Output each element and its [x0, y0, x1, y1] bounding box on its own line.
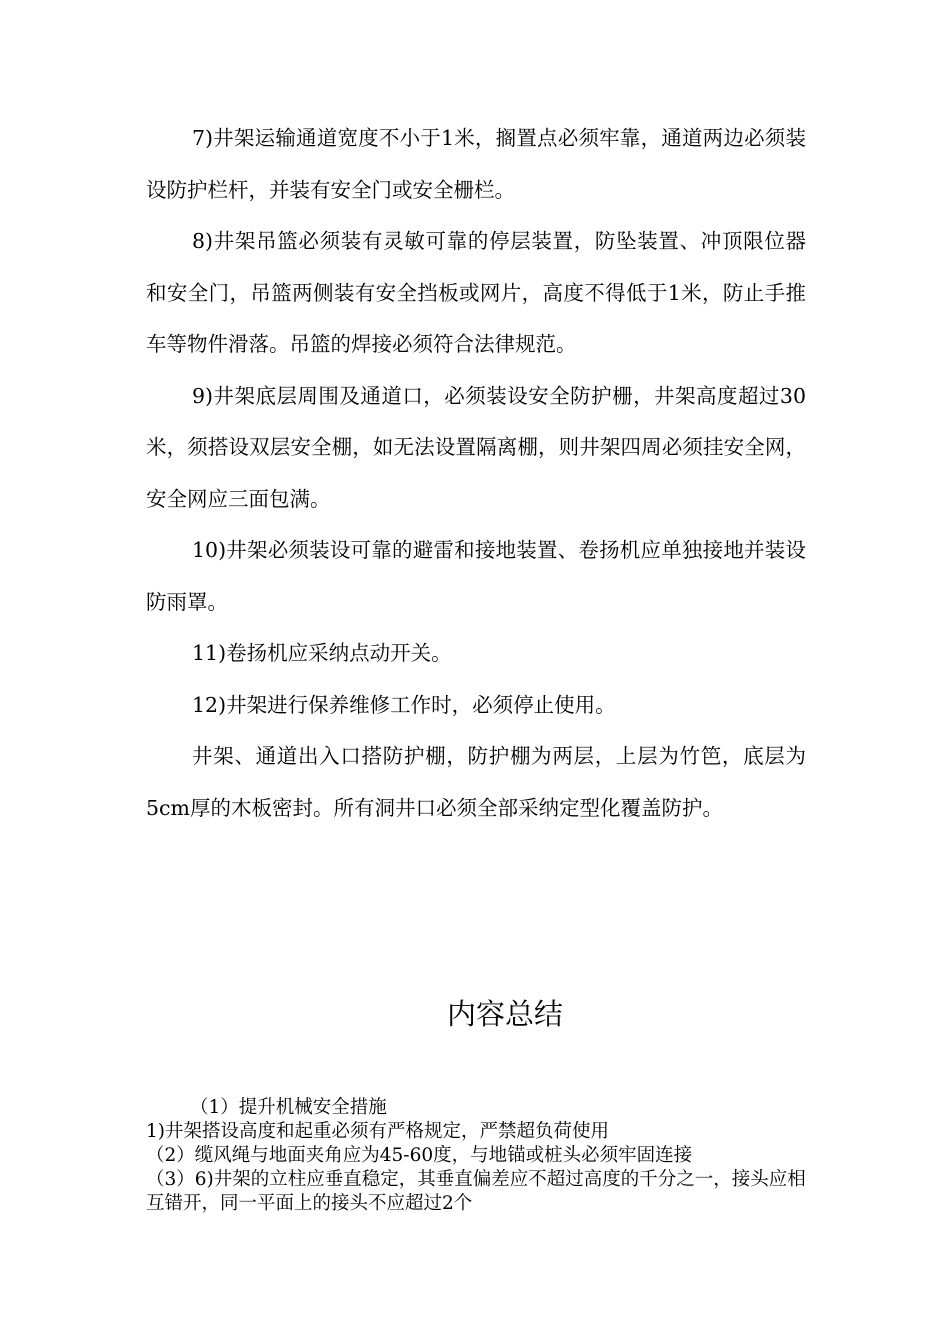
paragraph-10: 10)井架必须装设可靠的避雷和接地装置、卷扬机应单独接地并装设防雨罩。 — [146, 538, 806, 614]
summary-section — [146, 1096, 806, 1216]
paragraph-protective-shed: 井架、通道出入口搭防护棚，防护棚为两层，上层为竹笆，底层为5cm厚的木板密封。所有洞井口必须全部采纳定型化覆盖防护。 — [146, 744, 806, 820]
paragraph-11: 11)卷扬机应采纳点动开关。 — [192, 641, 452, 665]
paragraph-9: 9)井架底层周围及通道口，必须装设安全防护栅，井架高度超过30米，须搭设双层安全棚，如无法设置隔离棚，则井架四周必须挂安全网，安全网应三面包满。 — [146, 383, 806, 511]
summary-line: （3）6)井架的立柱应垂直稳定，其垂直偏差应不超过高度的千分之一，接头应相互错开，同一平面上的接头不应超过2个 — [146, 1169, 806, 1214]
summary-line: 1)井架搭设高度和起重必须有严格规定，严禁超负荷使用 — [146, 1121, 609, 1142]
paragraph-8: 8)井架吊篮必须装有灵敏可靠的停层装置，防坠装置、冲顶限位器和安全门，吊篮两侧装有安全挡板或网片，高度不得低于1米，防止手推车等物件滑落。吊篮的焊接必须符合法律规范。 — [146, 229, 806, 356]
paragraph-12: 12)井架进行保养维修工作时，必须停止使用。 — [192, 692, 616, 717]
summary-title: 内容总结 — [446, 997, 563, 1031]
summary-line: （1）提升机械安全措施 — [190, 1097, 387, 1118]
summary-line: （2）缆风绳与地面夹角应为45-60度，与地锚或桩头必须牢固连接 — [146, 1145, 693, 1166]
body-text — [146, 113, 806, 834]
paragraph-7: 7)井架运输通道宽度不小于1米，搁置点必须牢靠，通道两边必须装设防护栏杆，并装有安全门或安全栅栏。 — [146, 126, 806, 202]
